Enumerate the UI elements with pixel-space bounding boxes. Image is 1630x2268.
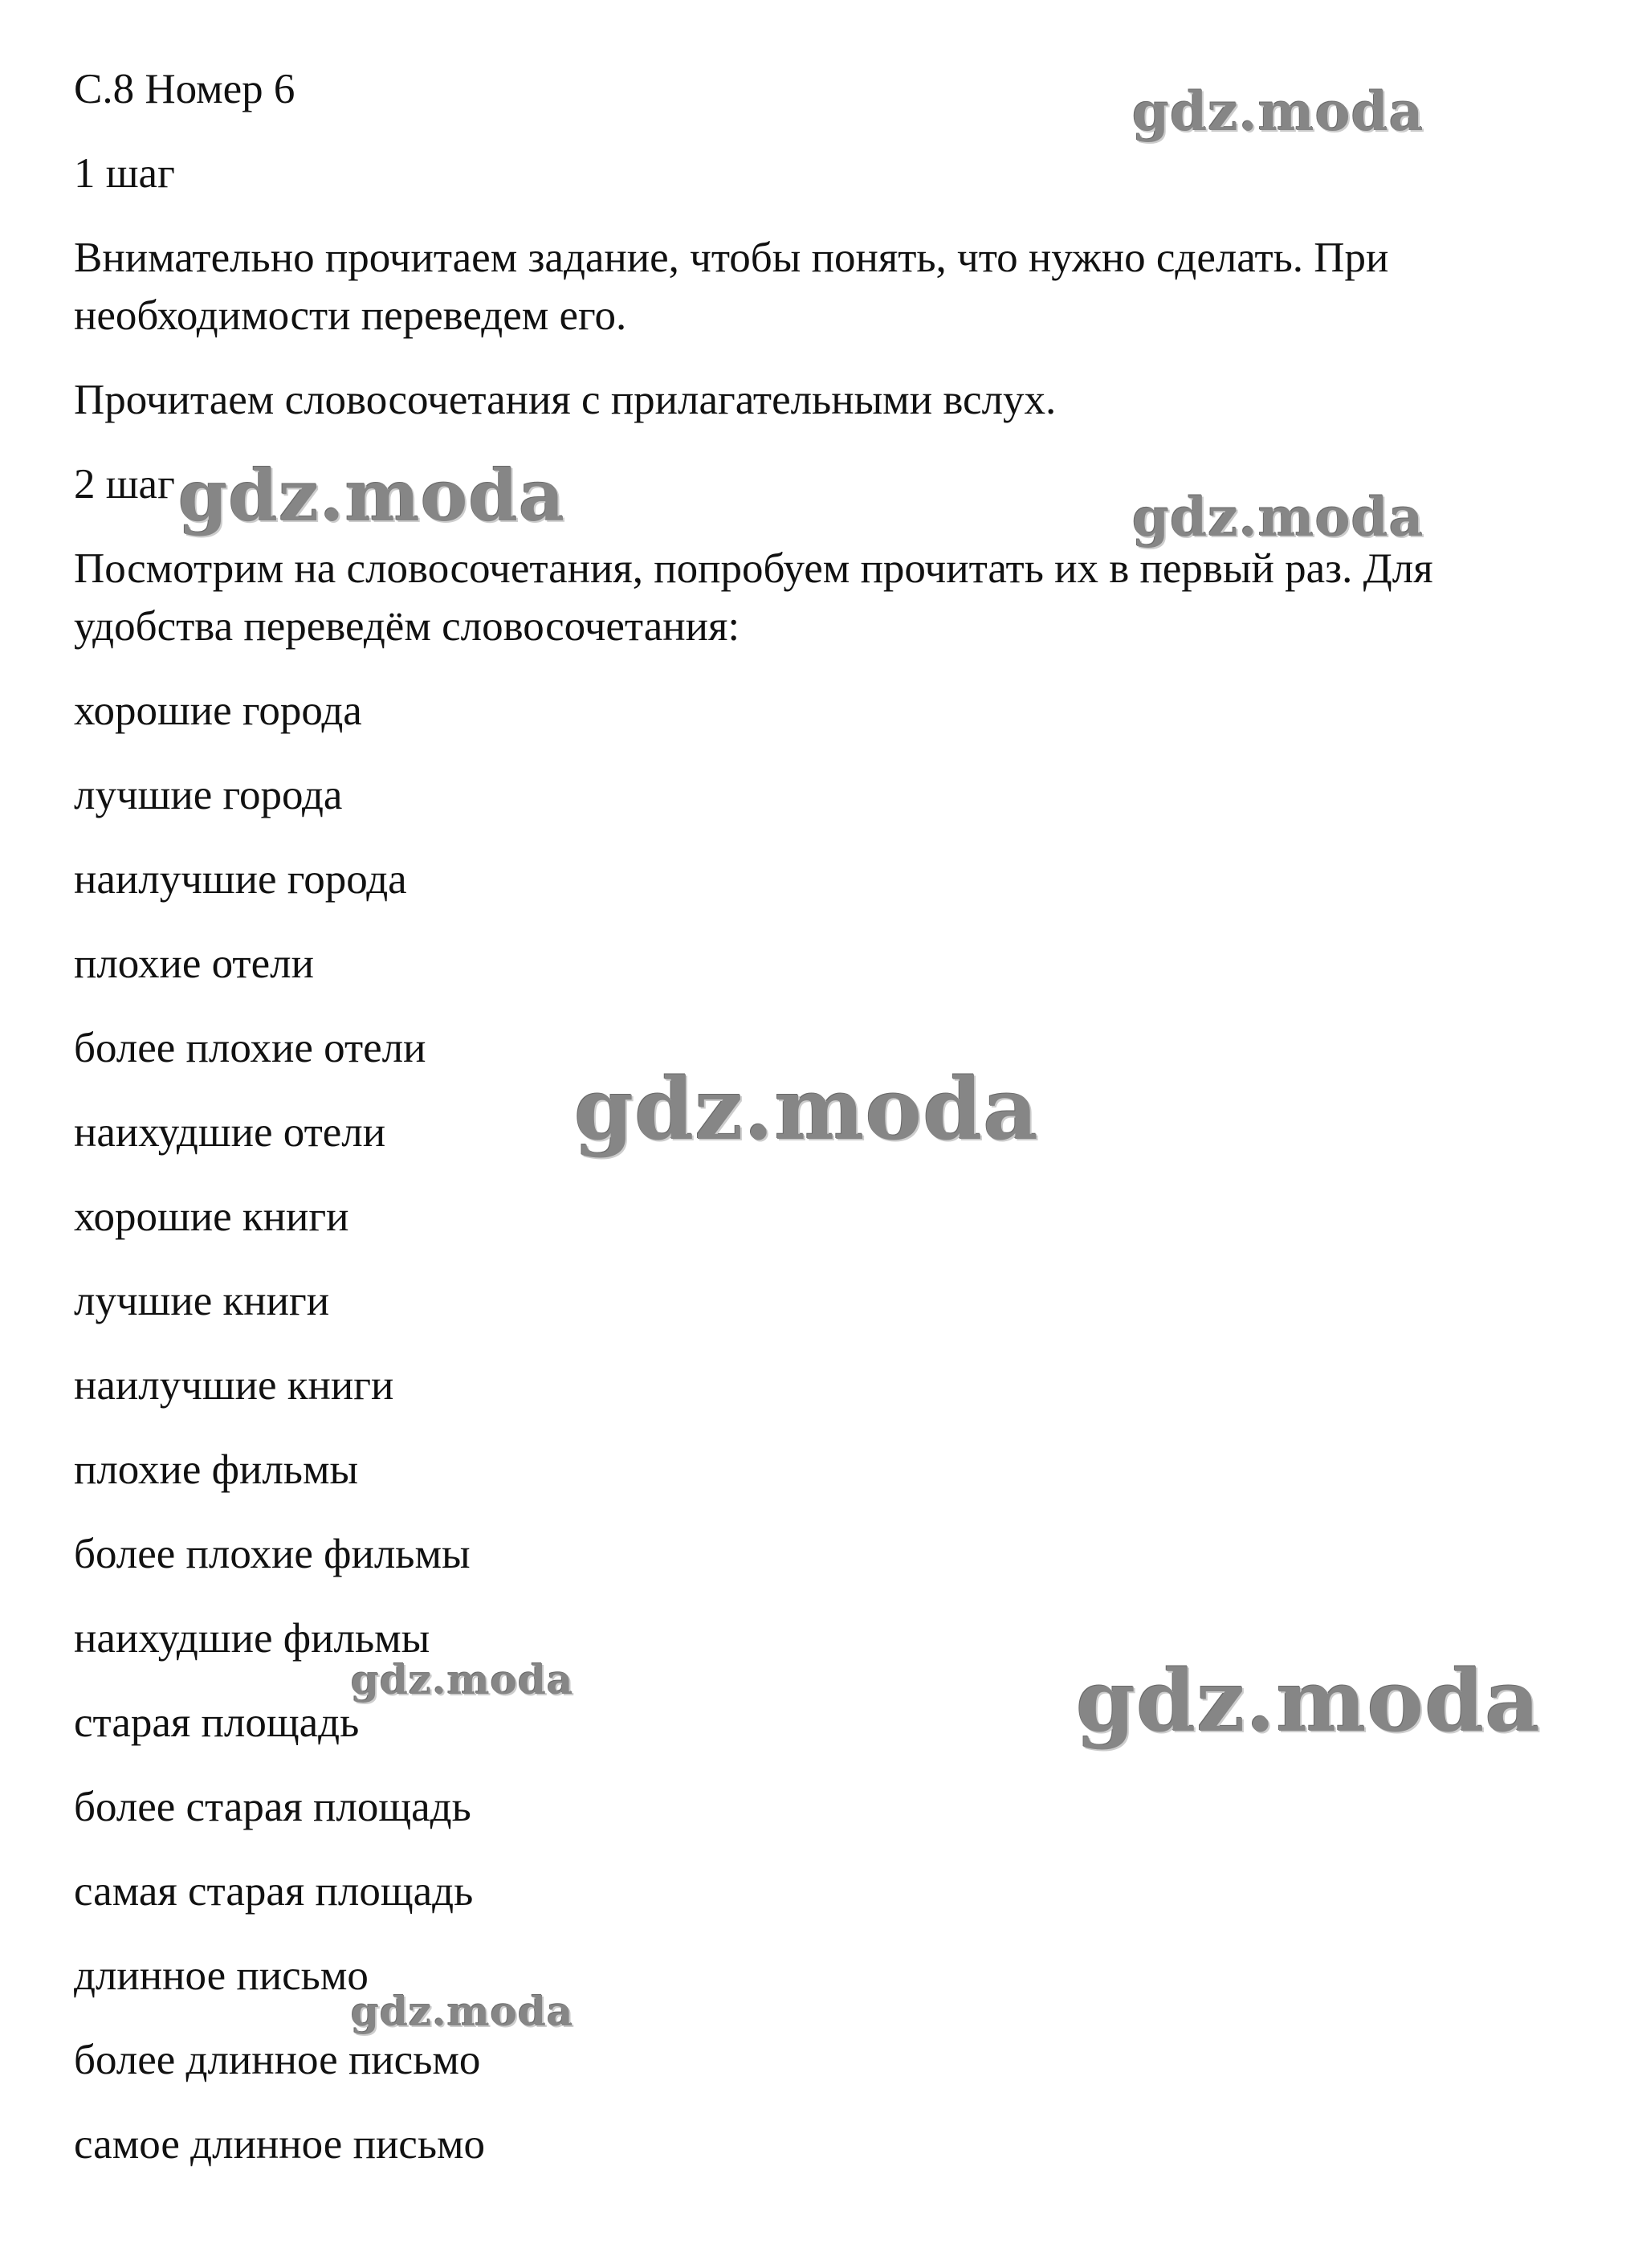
task-text-line-1: Внимательно прочитаем задание, чтобы понять, что нужно сделать. При: [74, 235, 1389, 281]
phrase-item: более плохие фильмы: [74, 1531, 471, 1577]
read-aloud-text: Прочитаем словосочетания с прилагательными вслух.: [74, 377, 1057, 423]
task-text-line-2: необходимости переведем его.: [74, 292, 627, 339]
phrase-item: плохие отели: [74, 940, 314, 987]
watermark: gdz.moda: [351, 1656, 574, 1703]
phrase-item: наихудшие отели: [74, 1109, 386, 1156]
intro-text-line-2: удобства переведём словосочетания:: [74, 603, 740, 650]
watermark: gdz.moda: [178, 454, 566, 537]
phrase-item: наихудшие фильмы: [74, 1615, 430, 1662]
watermark: gdz.moda: [1076, 1650, 1541, 1751]
phrase-item: хорошие города: [74, 687, 362, 734]
phrase-item: лучшие города: [74, 772, 343, 818]
phrase-item: наилучшие города: [74, 856, 407, 903]
phrase-item: лучшие книги: [74, 1278, 330, 1324]
page-header: С.8 Номер 6: [74, 66, 295, 112]
phrase-item: хорошие книги: [74, 1193, 349, 1240]
phrase-item: более длинное письмо: [74, 2037, 481, 2083]
phrase-item: плохие фильмы: [74, 1446, 359, 1493]
step-1-label: 1 шаг: [74, 150, 175, 197]
phrase-item: более старая площадь: [74, 1784, 471, 1830]
watermark: gdz.moda: [1132, 486, 1424, 549]
watermark: gdz.moda: [574, 1059, 1039, 1159]
intro-text-line-1: Посмотрим на словосочетания, попробуем прочитать их в первый раз. Для: [74, 545, 1433, 592]
phrase-item: самая старая площадь: [74, 1868, 474, 1915]
phrase-item: самое длинное письмо: [74, 2121, 486, 2168]
phrase-item: наилучшие книги: [74, 1362, 394, 1409]
step-2-label: 2 шаг: [74, 461, 175, 508]
watermark: gdz.moda: [1132, 80, 1424, 143]
phrase-item: старая площадь: [74, 1699, 360, 1746]
phrase-item: более плохие отели: [74, 1025, 426, 1071]
watermark: gdz.moda: [351, 1988, 574, 2035]
phrase-item: длинное письмо: [74, 1952, 369, 1999]
